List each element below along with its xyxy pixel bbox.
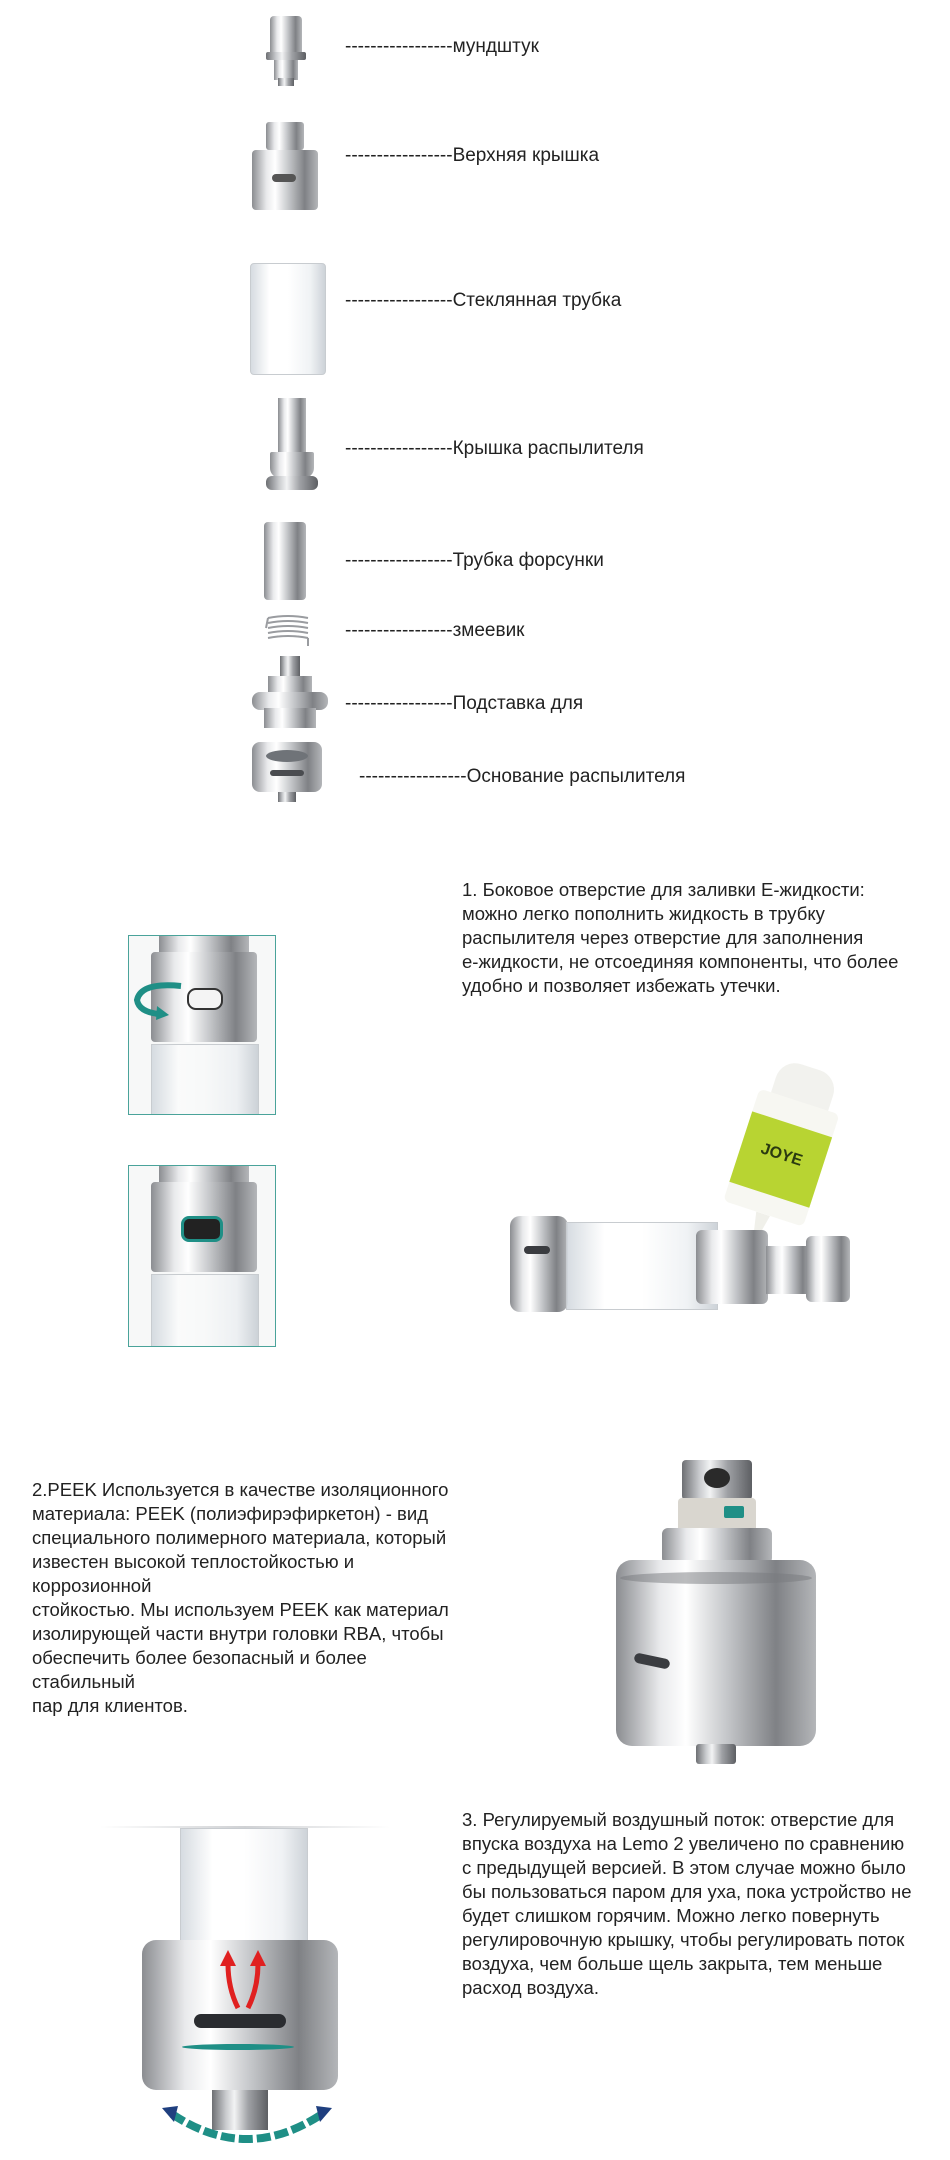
fill-port-slot <box>187 988 223 1010</box>
part-label-deck: -----------------Подставка для <box>345 693 584 714</box>
part-label-chimney-tube: -----------------Трубка форсунки <box>345 550 604 571</box>
bottle-brand-label: JOYE <box>758 1140 805 1170</box>
peek-insulator <box>678 1498 756 1532</box>
part-label-top-cap: -----------------Верхняя крышка <box>345 145 600 166</box>
rba-deck-peek-image <box>606 1460 826 1770</box>
part-label-coil: -----------------змеевик <box>345 620 525 641</box>
tank-filling-image <box>500 1050 870 1380</box>
peek-description: 2.PEEK Используется в качестве изоляционного материала: PEEK (полиэфирэфиркетон) - вид специального полимерного материала, который известен высокой теплостойкостью и коррозионной стойкостью. Мы используем PEEK как материал изолирующей части внутри головки RBA, чтобы обеспечить более безопасный и более стабильный пар для клиентов. <box>32 1479 449 1716</box>
part-label-glass-tube: -----------------Стеклянная трубка <box>345 290 622 311</box>
rba-deck-image <box>250 656 330 732</box>
rotate-direction-arrow-icon <box>162 2102 332 2150</box>
atomizer-base-image <box>250 742 324 804</box>
part-label-atomizer-base: -----------------Основание распылителя <box>359 766 686 787</box>
fill-port-open-detail <box>128 1165 276 1347</box>
atomizer-cap-image <box>264 398 320 494</box>
fill-port-closed-detail <box>128 935 276 1115</box>
side-filling-description: 1. Боковое отверстие для заливки E-жидкости: можно легко пополнить жидкость в трубку распылителя через отверстие для заполнения е-жидкости, не отсоединяя компоненты, что более удобно и позволяет избежать утечки. <box>462 879 899 996</box>
airflow-control-image <box>100 1820 390 2150</box>
airflow-description: 3. Регулируемый воздушный поток: отверстие для впуска воздуха на Lemo 2 увеличено по сравнению с предыдущей версией. В этом случае можно было бы пользоваться паром для уха, пока устройство не будет слишком горячим. Можно легко повернуть регулировочную крышку, чтобы регулировать поток воздуха, чем больше щель закрыта, тем меньше расход воздуха. <box>462 1809 912 1998</box>
part-label-mouthpiece: -----------------мундштук <box>345 36 539 57</box>
chimney-tube-image <box>264 522 306 600</box>
airflow-slot <box>194 2014 286 2028</box>
mouthpiece-image <box>264 16 308 86</box>
top-cap-image <box>250 122 320 212</box>
rotate-arrow-icon <box>129 976 189 1020</box>
coil-image <box>262 612 314 648</box>
fill-port-open-slot <box>181 1216 223 1242</box>
airflow-arrows-icon <box>198 1948 288 2012</box>
glass-tube-image <box>250 263 326 375</box>
part-label-atomizer-cap: -----------------Крышка распылителя <box>345 438 644 459</box>
